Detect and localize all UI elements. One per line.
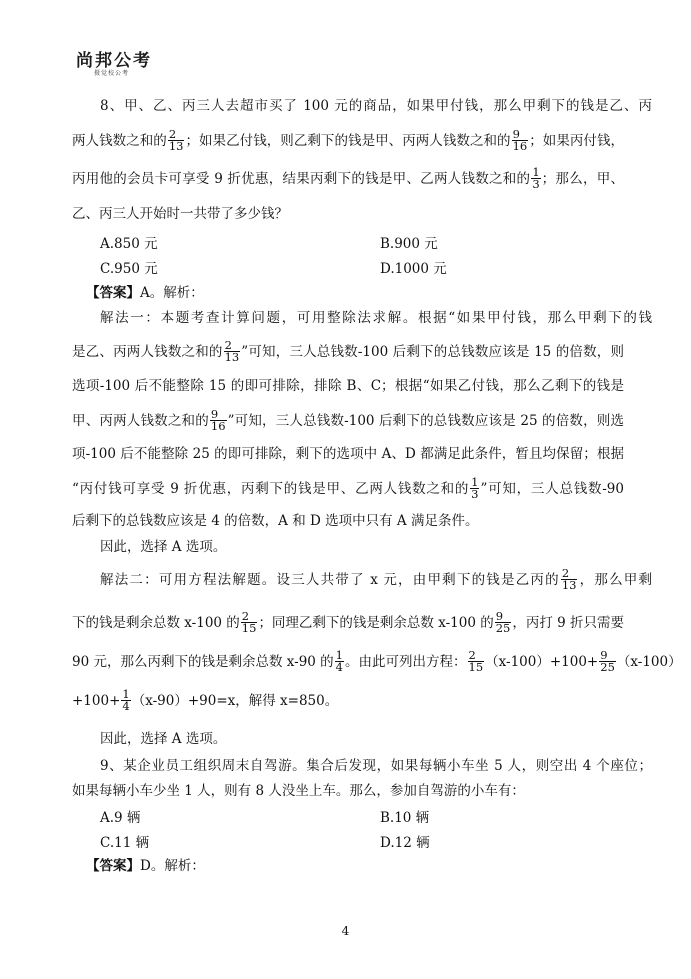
fraction-denominator: 13 [224,350,240,364]
q8-option-d: D.1000 元 [380,261,447,277]
sol-text: ”可知，三人总钱数-90 [480,481,624,497]
fraction [512,129,529,152]
fraction-numerator: 2 [168,129,185,141]
fraction-numerator: 9 [210,409,227,421]
q9-option-d: D.12 辆 [380,835,430,851]
sol-text: +100+ [72,693,121,709]
page-number: 4 [341,924,350,938]
q8-option-c: C.950 元 [100,261,158,277]
fraction [210,409,227,432]
q8-text: ；那么，甲、 [541,171,625,187]
q8-sol1-line5: 项-100 后不能整除 25 的即可排除，剩下的选项中 A、D 都满足此条件，暂且均保留；根据 [72,446,624,462]
q8-sol2-line2 [72,609,625,635]
q8-stem-line3 [72,165,625,191]
fraction-denominator: 3 [471,487,479,501]
fraction [168,129,185,152]
q8-sol2-line1 [72,566,653,592]
fraction [335,650,344,673]
fraction [495,611,512,634]
answer-text: A。解析： [140,285,204,301]
q9-option-c: C.11 辆 [100,835,150,851]
fraction-denominator: 13 [168,139,184,153]
q8-sol1-line2 [72,338,624,364]
q8-text: 丙用他的会员卡可享受 9 折优惠，结果丙剩下的钱是甲、乙两人钱数之和的 [72,171,531,187]
sol-text: ”可知，三人总钱数-100 后剩下的总钱数应该是 25 的倍数，则选 [227,413,624,429]
fraction-denominator: 25 [495,621,511,635]
q8-text: 两人钱数之和的 [72,133,167,149]
sol-text: “丙付钱可享受 9 折优惠，丙剩下的钱是甲、乙两人钱数之和的 [72,481,470,497]
q8-sol2-line3 [72,648,682,674]
fraction-numerator: 1 [471,475,479,489]
q9-stem-line2: 如果每辆小车少坐 1 人，则有 8 人没坐上车。那么，参加自驾游的小车有： [72,783,525,799]
sol-text: ，丙打 9 折只需要 [512,615,625,631]
q8-sol1-line6 [72,475,624,501]
q8-answer [86,283,638,303]
fraction-denominator: 15 [468,660,484,674]
q8-sol1-conclusion: 因此，选择 A 选项。 [100,539,227,555]
fraction [531,167,540,190]
fraction-numerator: 2 [224,340,241,352]
fraction-numerator: 2 [468,650,485,662]
q8-sol1-line7: 后剩下的总钱数应该是 4 的倍数，A 和 D 选项中只有 A 满足条件。 [72,513,479,529]
fraction-numerator: 9 [512,129,529,141]
sol-text: 90 元，那么丙剩下的钱是剩余总数 x-90 的 [72,654,334,670]
q8-sol2-conclusion: 因此，选择 A 选项。 [100,731,227,747]
q8-stem-line1: 8、甲、乙、丙三人去超市买了 100 元的商品，如果甲付钱，那么甲剩下的钱是乙、丙 [100,98,652,114]
sol-text: 解法二：可用方程法解题。设三人共带了 x 元，由甲剩下的钱是乙丙的 [100,572,560,588]
brand-logo [76,52,166,78]
q8-sol2-line4 [72,687,624,713]
sol-text: 。由此可列出方程： [345,654,467,670]
fraction [561,568,578,591]
q8-sol1-line1: 解法一：本题考查计算问题，可用整除法求解。根据“如果甲付钱，那么甲剩下的钱 [100,310,652,326]
q9-answer [86,856,638,876]
q8-option-a: A.850 元 [100,236,158,252]
sol-text: 下的钱是剩余总数 x-100 的 [72,615,240,631]
fraction-denominator: 3 [532,177,540,191]
answer-label: 【答案】 [86,858,140,874]
fraction-numerator: 1 [122,687,130,701]
q8-sol1-line4 [72,407,624,433]
sol-text: 是乙、丙两人钱数之和的 [72,344,223,360]
fraction [224,340,241,363]
fraction [241,611,258,634]
q9-stem-line1: 9、某企业员工组织周末自驾游。集合后发现，如果每辆小车坐 5 人，则空出 4 个座位； [100,758,652,774]
answer-text: D。解析： [140,858,205,874]
fraction-denominator: 15 [241,621,257,635]
sol-text: （x-90）+90=x，解得 x=850。 [131,693,339,709]
sol-text: 甲、丙两人钱数之和的 [72,413,209,429]
fraction-denominator: 4 [122,699,130,713]
sol-text: （x-100） [616,654,682,670]
fraction-denominator: 16 [512,139,528,153]
fraction [468,650,485,673]
sol-text: ”可知，三人总钱数-100 后剩下的总钱数应该是 15 的倍数，则 [241,344,624,360]
fraction-denominator: 4 [335,660,343,674]
fraction-numerator: 1 [335,648,343,662]
fraction [121,689,130,712]
q8-text: ；如果乙付钱，则乙剩下的钱是甲、丙两人钱数之和的 [185,133,511,149]
fraction-numerator: 1 [532,165,540,179]
logo-text: 尚邦公考 [76,51,152,71]
sol-text: （x-100）+100+ [485,654,599,670]
answer-label: 【答案】 [86,285,140,301]
q8-stem-line2 [72,127,625,153]
fraction-denominator: 25 [600,660,615,674]
q9-option-b: B.10 辆 [380,810,430,826]
q8-sol1-line3: 选项-100 后不能整除 15 的即可排除，排除 B、C；根据“如果乙付钱，那么乙剩下的钱是 [72,378,624,394]
fraction-numerator: 2 [561,568,578,580]
logo-subtitle: 摄觉校公考 [94,70,130,77]
fraction-numerator: 2 [241,611,258,623]
fraction-numerator: 9 [495,611,512,623]
fraction-denominator: 13 [561,578,577,592]
fraction [599,650,616,673]
q9-option-a: A.9 辆 [100,810,141,826]
fraction-denominator: 16 [210,419,226,433]
sol-text: ，那么甲剩 [578,572,653,588]
fraction-numerator: 9 [599,650,616,662]
q8-text: ；如果丙付钱， [529,133,625,149]
fraction [470,477,479,500]
q8-option-b: B.900 元 [380,236,438,252]
sol-text: ；同理乙剩下的钱是剩余总数 x-100 的 [258,615,494,631]
q8-stem-line4: 乙、丙三人开始时一共带了多少钱？ [72,206,288,222]
